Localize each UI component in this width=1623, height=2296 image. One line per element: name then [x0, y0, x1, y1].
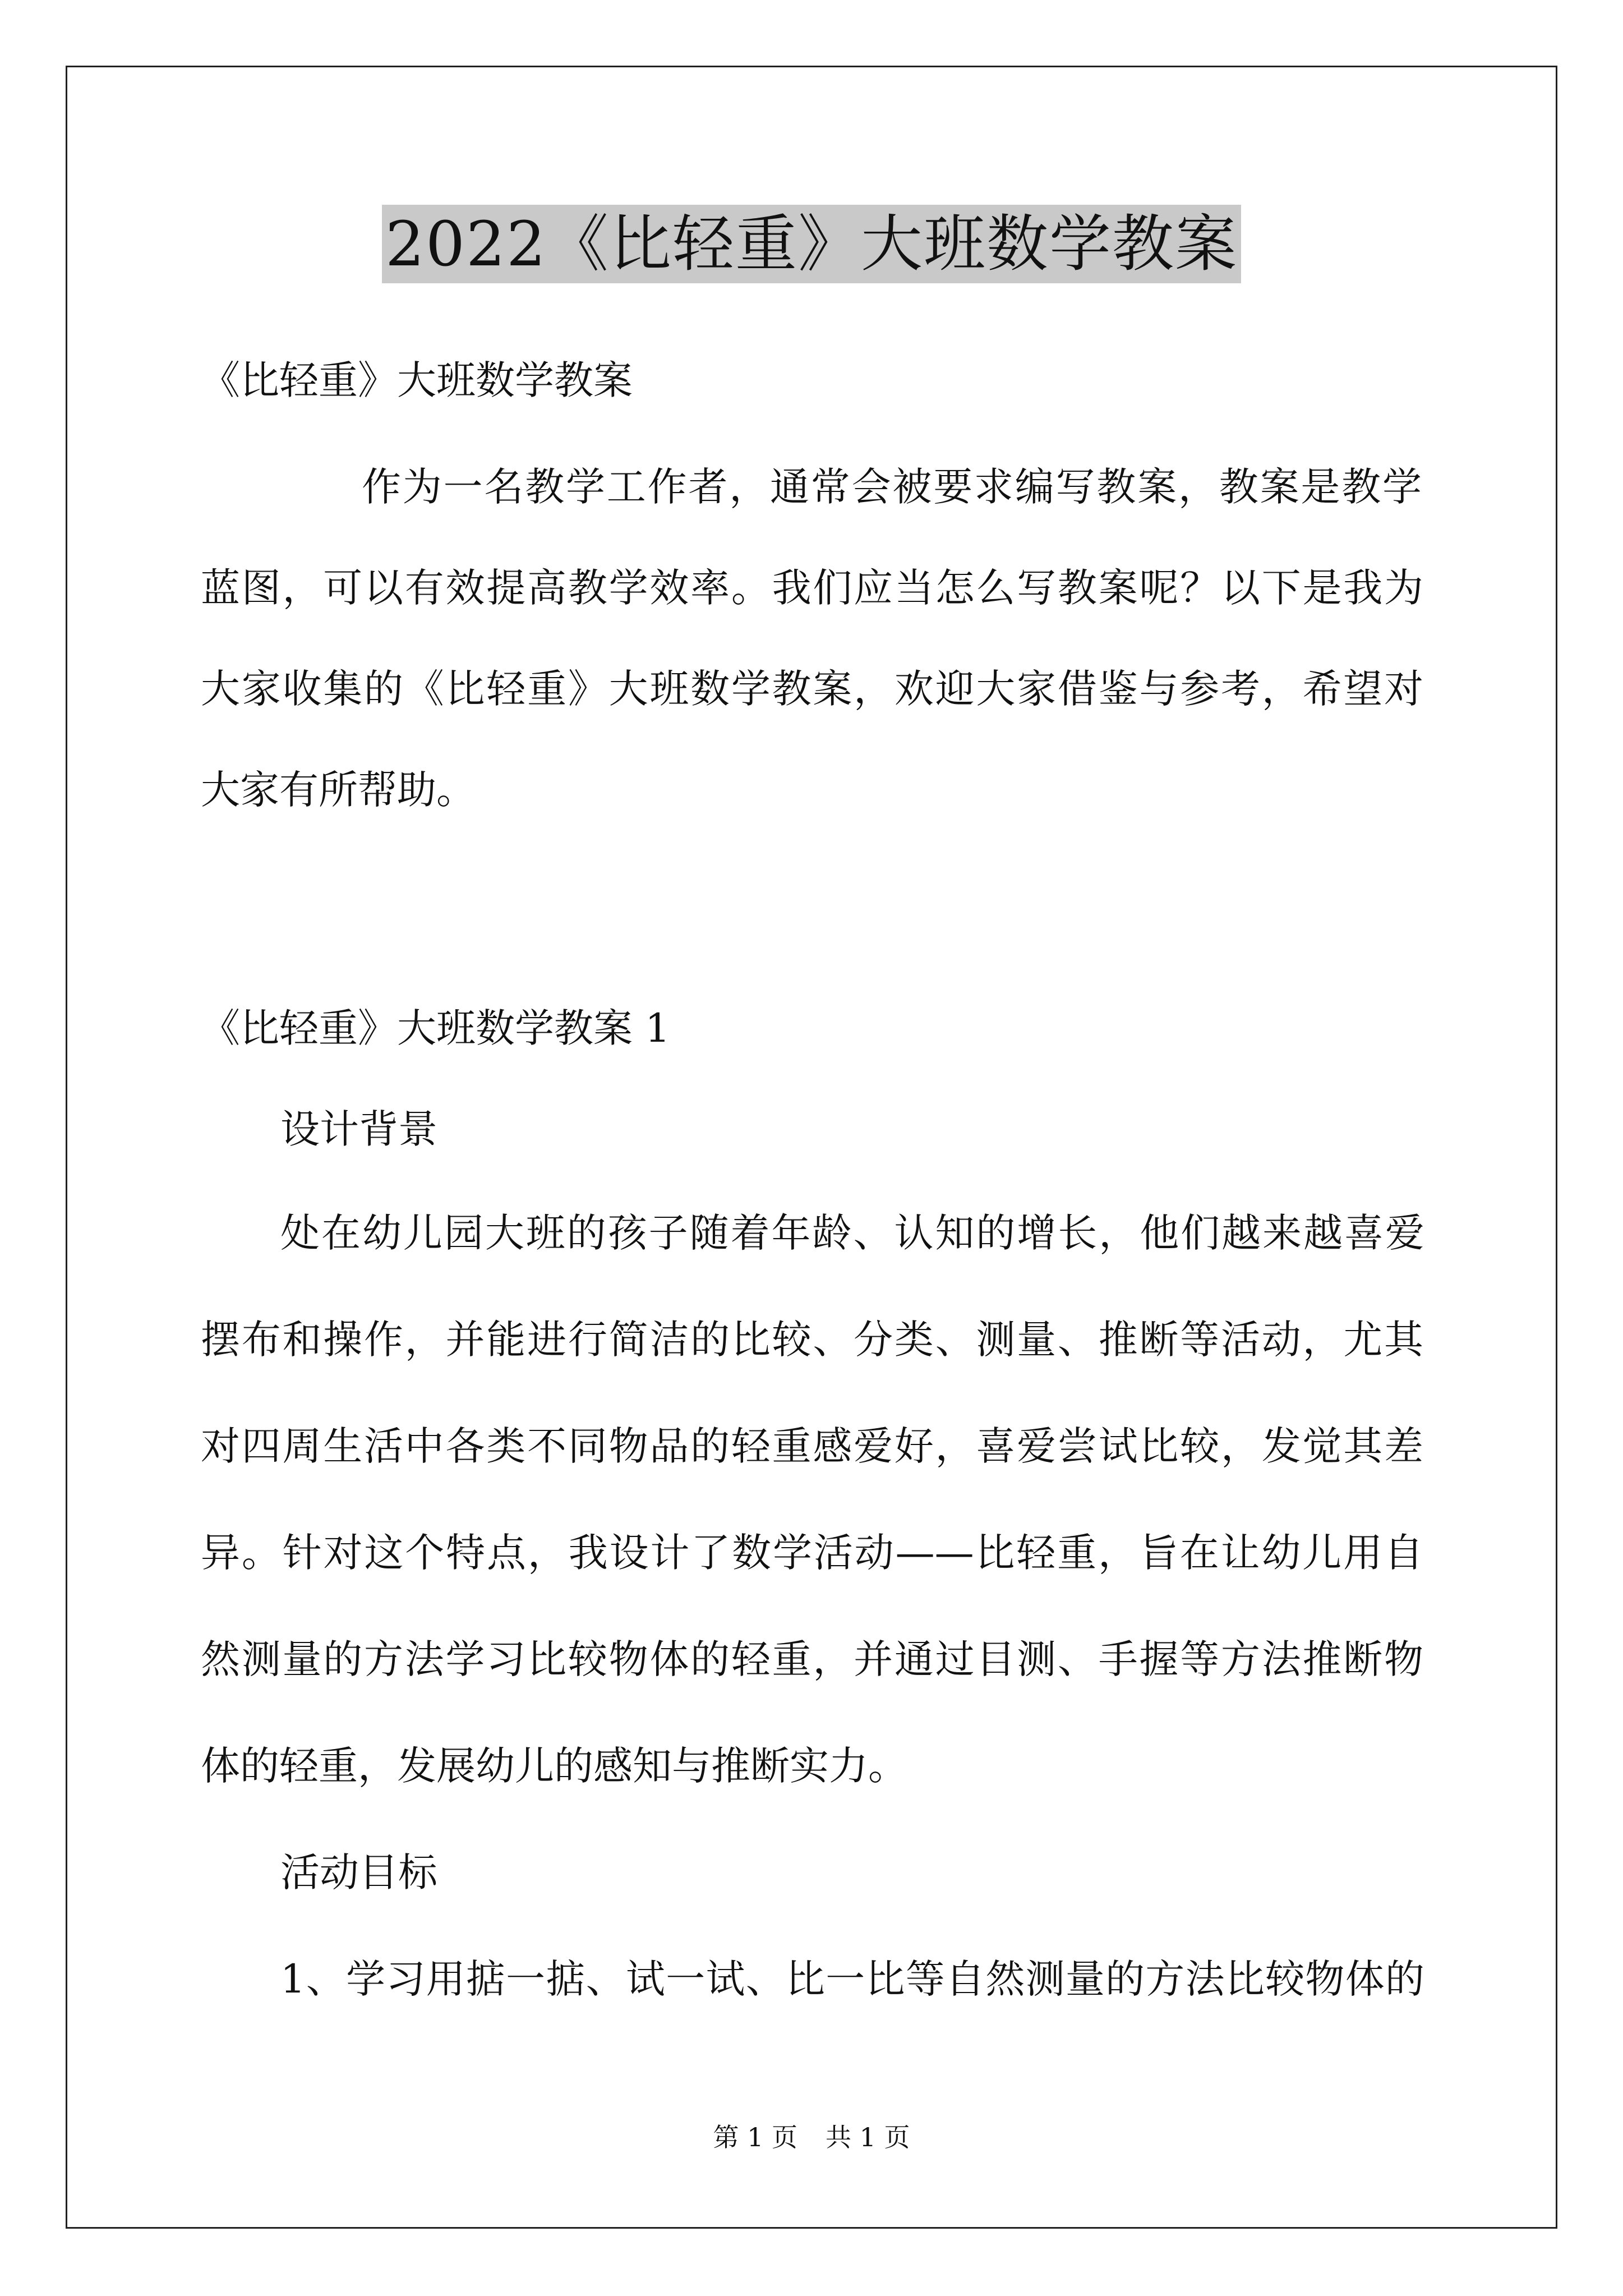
- intro-line: 作为一名教学工作者，通常会被要求编写教案，教案是教学: [362, 464, 1422, 510]
- intro-line: 大家收集的《比轻重》大班数学教案，欢迎大家借鉴与参考，希望对: [201, 666, 1423, 712]
- document-title: [0, 205, 1623, 283]
- goal-line: 1、学习用掂一掂、试一试、比一比等自然测量的方法比较物体的: [280, 1956, 1424, 2002]
- section-heading: 《比轻重》大班数学教案 1: [201, 1005, 670, 1051]
- goal-heading: 活动目标: [280, 1849, 437, 1895]
- design-line: 对四周生活中各类不同物品的轻重感爱好，喜爱尝试比较，发觉其差: [201, 1423, 1423, 1469]
- subtitle: 《比轻重》大班数学教案: [201, 357, 633, 403]
- design-line: 然测量的方法学习比较物体的轻重，并通过目测、手握等方法推断物: [201, 1636, 1423, 1682]
- design-line: 处在幼儿园大班的孩子随着年龄、认知的增长，他们越来越喜爱: [280, 1210, 1424, 1256]
- page-total: 共 1 页: [826, 2122, 910, 2152]
- page-footer: [0, 2120, 1623, 2154]
- intro-line: 大家有所帮助。: [201, 767, 476, 813]
- design-heading: 设计背景: [280, 1106, 437, 1152]
- document-title-text: 2022《比轻重》大班数学教案: [382, 205, 1241, 283]
- intro-line: 蓝图，可以有效提高教学效率。我们应当怎么写教案呢？以下是我为: [201, 565, 1423, 611]
- page-number: 第 1 页: [713, 2122, 797, 2152]
- design-line: 摆布和操作，并能进行简洁的比较、分类、测量、推断等活动，尤其: [201, 1317, 1423, 1363]
- design-line: 体的轻重，发展幼儿的感知与推断实力。: [201, 1743, 907, 1789]
- design-line: 异。针对这个特点，我设计了数学活动——比轻重，旨在让幼儿用自: [201, 1530, 1423, 1576]
